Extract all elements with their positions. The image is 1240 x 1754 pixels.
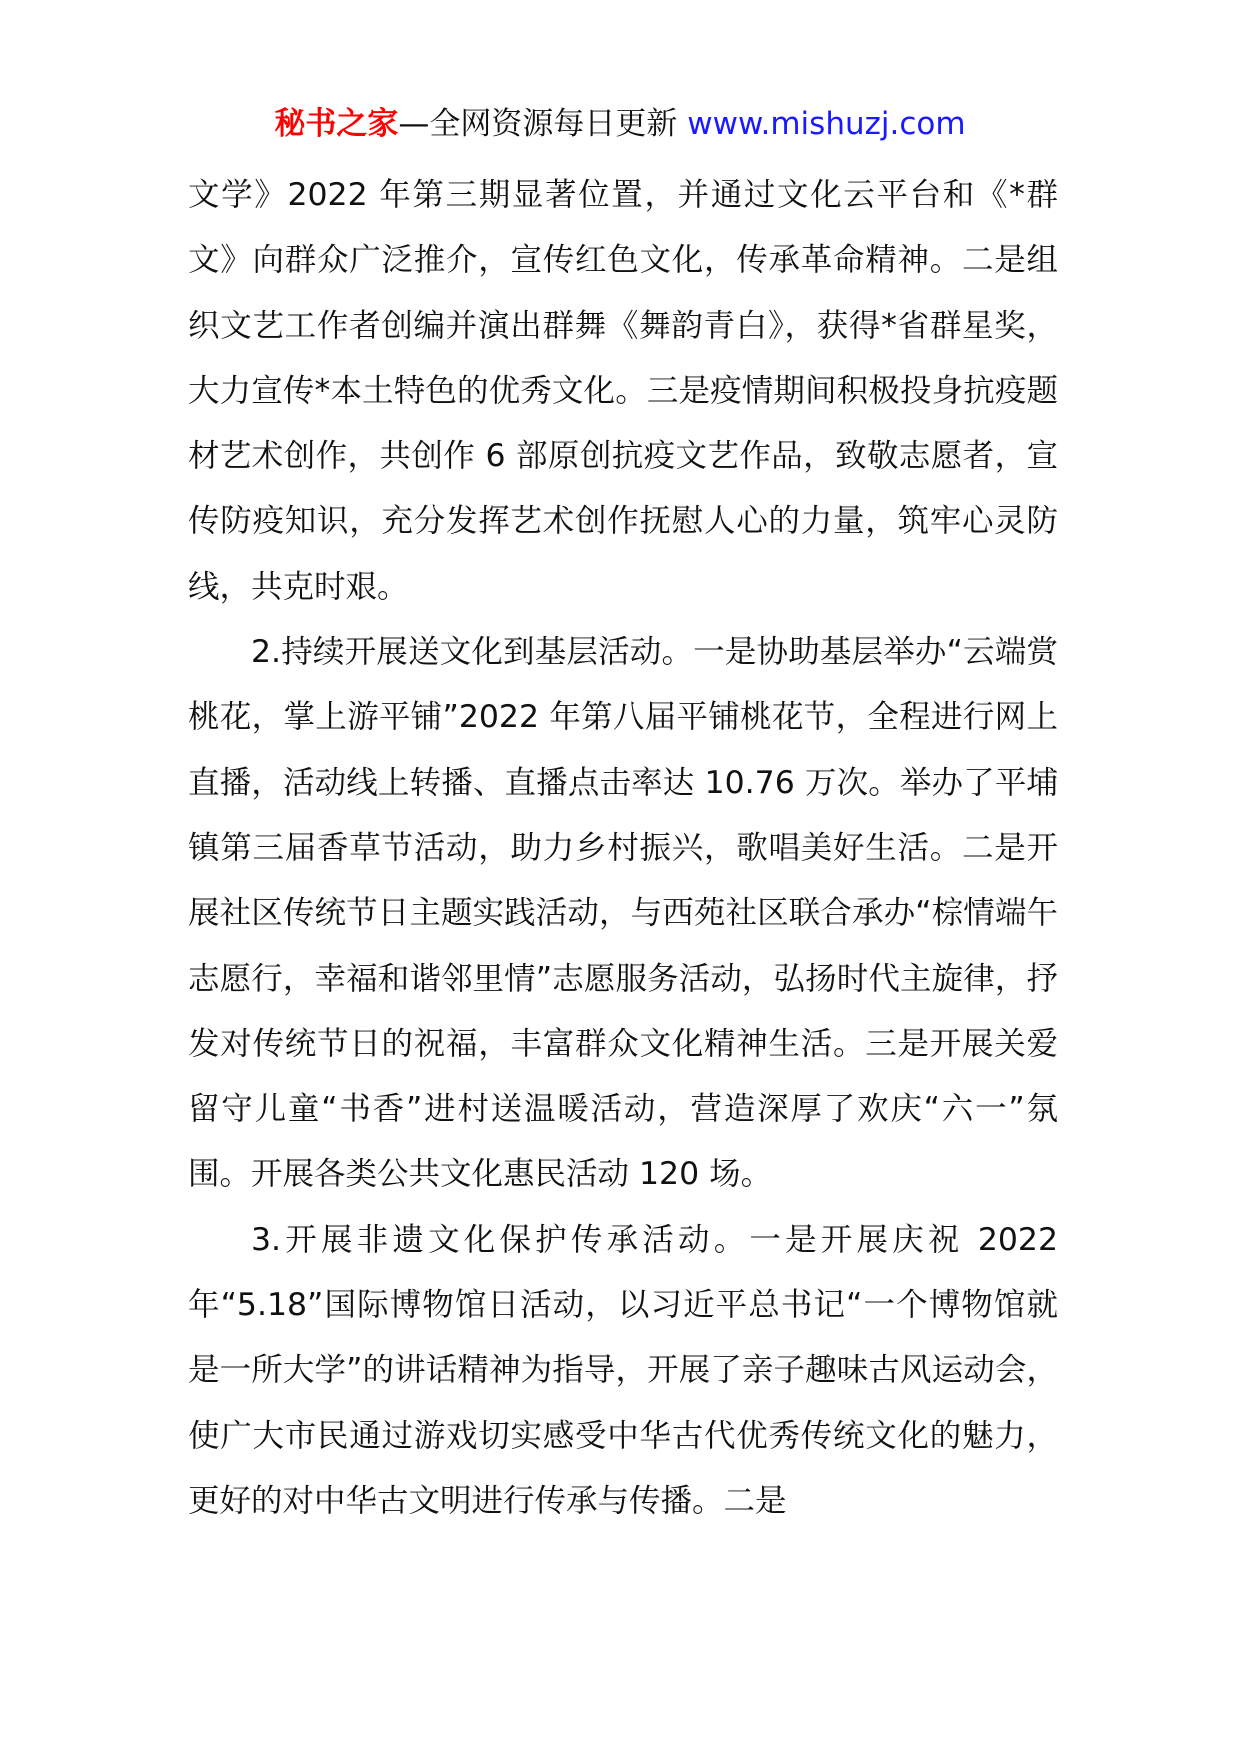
brand-name: 秘书之家 bbox=[274, 106, 399, 142]
site-header bbox=[0, 100, 1240, 148]
paragraph-send-culture: 2.持续开展送文化到基层活动。一是协助基层举办“云端赏桃花，掌上游平铺”2022 年第八届平铺桃花节，全程进行网上直播，活动线上转播、直播点击率达 10.76 万次。举办了平埔镇第三届香草节活动，助力乡村振兴，歌唱美好生活。二是开展社区传统节日主题实践活动，与西苑社区联合承办“棕情端午志愿行，幸福和谐邻里情”志愿服务活动，弘扬时代主旋律，抒发对传统节日的祝福，丰富群众文化精神生活。三是开展关爱留守儿童“书香”进村送温暖活动，营造深厚了欢庆“六一”氛围。开展各类公共文化惠民活动 120 场。 bbox=[188, 634, 1058, 1193]
paragraph-heritage: 3.开展非遗文化保护传承活动。一是开展庆祝 2022 年“5.18”国际博物馆日活动，以习近平总书记“一个博物馆就是一所大学”的讲话精神为指导，开展了亲子趣味古风运动会，使广大市民通过游戏切实感受中华古代优秀传统文化的魅力，更好的对中华古文明进行传承与传播。二是 bbox=[188, 1221, 1058, 1519]
document-body bbox=[188, 163, 1058, 1534]
header-tagline: —全网资源每日更新 bbox=[398, 106, 678, 142]
site-url-link[interactable]: www.mishuzj.com bbox=[687, 106, 966, 142]
paragraph-continuation: 文学》2022 年第三期显著位置，并通过文化云平台和《*群文》向群众广泛推介，宣传红色文化，传承革命精神。二是组织文艺工作者创编并演出群舞《舞韵青白》，获得*省群星奖，大力宣传*本土特色的优秀文化。三是疫情期间积极投身抗疫题材艺术创作，共创作 6 部原创抗疫文艺作品，致敬志愿者，宣传防疫知识，充分发挥艺术创作抚慰人心的力量，筑牢心灵防线，共克时艰。 bbox=[188, 177, 1058, 605]
